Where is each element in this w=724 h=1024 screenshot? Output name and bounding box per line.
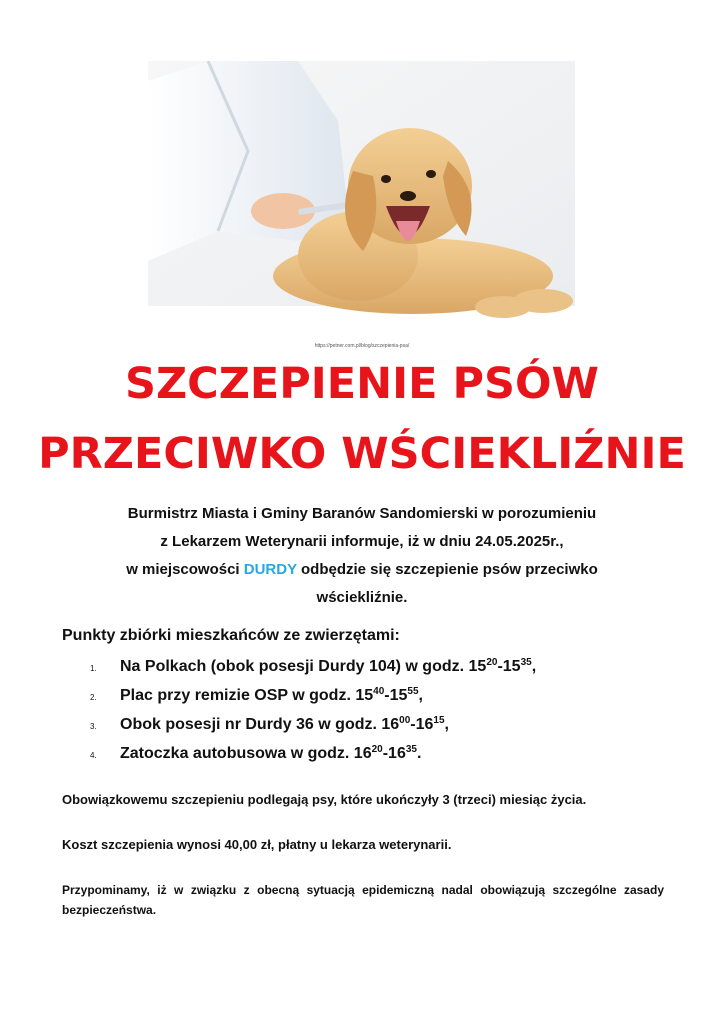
collection-point-text: Na Polkach (obok posesji Durdy 104) w godz. $15^{20}-15^{35}$,	[120, 657, 537, 675]
cost-note: Koszt szczepienia wynosi 40,00 zł, płatny u lekarza weterynarii.	[62, 837, 452, 852]
intro-line-3	[70, 556, 654, 584]
collection-point-item	[62, 710, 682, 739]
collection-point-text: Plac przy remizie OSP w godz. $15^{40}-15^{55}$,	[120, 686, 423, 704]
intro-paragraph	[70, 500, 654, 612]
list-number: 1.	[90, 664, 97, 673]
title-line-2: PRZECIWKO WŚCIEKLIŹNIE	[38, 429, 686, 479]
list-number: 3.	[90, 722, 97, 731]
intro-line-3-before: w miejscowości	[126, 561, 244, 578]
collection-point-text: Obok posesji nr Durdy 36 w godz. $16^{00}-16^{15}$,	[120, 715, 449, 733]
collection-point-item	[62, 652, 682, 681]
collection-points-heading: Punkty zbiórki mieszkańców ze zwierzętami:	[62, 627, 400, 644]
collection-point-item	[62, 681, 682, 710]
puppy-illustration	[148, 61, 575, 342]
collection-point-item	[62, 739, 682, 768]
puppy-vaccination-photo	[148, 61, 575, 342]
age-requirement-note: Obowiązkowemu szczepieniu podlegają psy, które ukończyły 3 (trzeci) miesiąc życia.	[62, 792, 587, 807]
intro-line-2: z Lekarzem Weterynarii informuje, iż w dniu 24.05.2025r.,	[160, 533, 564, 550]
collection-points-list	[62, 652, 682, 768]
village-name-highlight: DURDY	[243, 561, 297, 578]
intro-line-4: wściekliźnie.	[316, 589, 408, 606]
intro-line-3-after: odbędzie się szczepienie psów przeciwko	[296, 561, 598, 578]
list-number: 4.	[90, 751, 97, 760]
photo-credit: https://petner.com.pl/blog/szczepienia-psa/	[314, 343, 410, 349]
safety-reminder-note: Przypominamy, iż w związku z obecną sytuacją epidemiczną nadal obowiązują szczególne zasady bezpieczeństwa.	[62, 883, 664, 917]
collection-point-text: Zatoczka autobusowa w godz. $16^{20}-16^{35}$.	[120, 744, 422, 762]
list-number: 2.	[90, 693, 97, 702]
intro-line-1: Burmistrz Miasta i Gminy Baranów Sandomierski w porozumieniu	[127, 505, 597, 522]
title-line-1: SZCZEPIENIE PSÓW	[125, 359, 599, 409]
